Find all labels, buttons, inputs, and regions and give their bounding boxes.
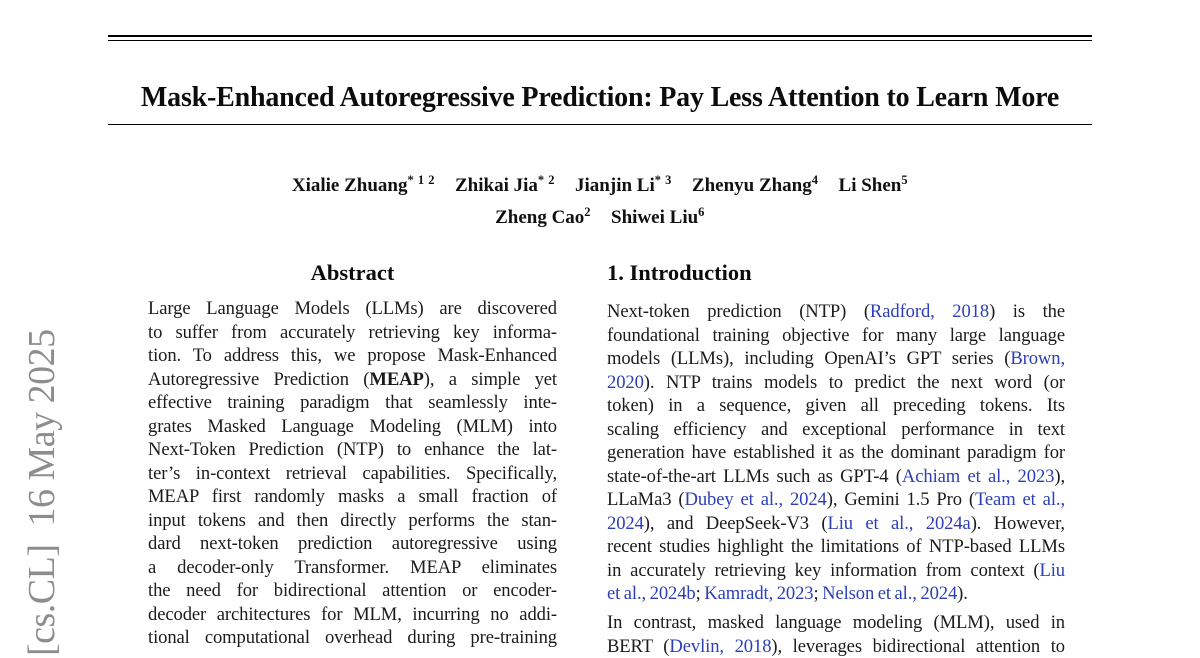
author-name: Zhikai Jia (455, 175, 538, 196)
author-superscript: 4 (812, 173, 819, 187)
text-line (607, 582, 1065, 606)
citation-link[interactable]: 2024 (607, 513, 644, 534)
text-segment: a decoder-only Transformer. MEAP eliminates (148, 557, 557, 578)
text-line (148, 321, 557, 345)
text-line (148, 509, 557, 533)
author (611, 207, 705, 228)
citation-link[interactable]: Liu et al., 2024a (827, 513, 970, 534)
text-line (148, 344, 557, 368)
author-line-2 (108, 199, 1092, 231)
citation-link[interactable]: 2020 (607, 372, 644, 393)
text-segment: generation have established it as the dominant paradigm for (607, 442, 1065, 463)
text-line (607, 300, 1065, 324)
text-segment: ter’s in-context retrieval capabilities. Specifically, (148, 463, 557, 484)
text-line (148, 579, 557, 603)
text-segment: ) is the (989, 301, 1065, 322)
author-name: Zheng Cao (495, 207, 584, 228)
abstract-heading: Abstract (148, 260, 557, 286)
author (839, 175, 909, 196)
citation-link[interactable]: Team et al., (975, 489, 1065, 510)
citation-link[interactable]: et al., 2024b (607, 583, 696, 604)
citation-link[interactable]: Devlin, 2018 (669, 636, 771, 657)
text-segment: the need for bidirectional attention or encoder- (148, 580, 557, 601)
text-line (607, 559, 1065, 583)
author-superscript: * 2 (538, 173, 555, 187)
intro-paragraph-2 (607, 611, 1065, 658)
text-line (148, 415, 557, 439)
text-segment: In contrast, masked language modeling (MLM), used in (607, 612, 1065, 633)
text-segment: LLaMa3 ( (607, 489, 685, 510)
text-segment: ). NTP trains models to predict the next word (or (644, 372, 1065, 393)
text-line (148, 532, 557, 556)
text-line (148, 391, 557, 415)
text-segment: scaling efficiency and exceptional performance in text (607, 419, 1065, 440)
text-line (607, 418, 1065, 442)
abstract-text (148, 297, 557, 650)
author (292, 175, 435, 196)
author-name: Xialie Zhuang (292, 175, 408, 196)
text-line (607, 394, 1065, 418)
text-segment: ). However, (971, 513, 1065, 534)
text-segment: Autoregressive Prediction ( (148, 369, 369, 390)
text-line (607, 371, 1065, 395)
text-segment: ), (1054, 466, 1065, 487)
title-rule-top (108, 35, 1092, 41)
text-segment: ; (696, 583, 705, 604)
author (575, 175, 672, 196)
text-line (607, 488, 1065, 512)
text-segment: Large Language Models (LLMs) are discovered (148, 298, 557, 319)
text-segment: ), a simple yet (424, 369, 557, 390)
text-line (607, 535, 1065, 559)
author (455, 175, 555, 196)
text-segment: recent studies highlight the limitations of NTP-based LLMs (607, 536, 1065, 557)
author (495, 207, 591, 228)
text-segment: Next-Token Prediction (NTP) to enhance the lat- (148, 439, 557, 460)
citation-link[interactable]: Liu (1039, 560, 1065, 581)
text-segment: ), leverages bidirectional attention to (771, 636, 1065, 657)
text-line (607, 441, 1065, 465)
author-superscript: 5 (901, 173, 908, 187)
text-line (607, 635, 1065, 658)
text-line (148, 368, 557, 392)
text-line (148, 626, 557, 650)
text-segment: tional computational overhead during pre-training (148, 627, 557, 648)
author-name: Zhenyu Zhang (692, 175, 812, 196)
author-superscript: * 3 (655, 173, 672, 187)
text-segment: ). (957, 583, 968, 604)
text-line (148, 556, 557, 580)
intro-paragraph-1 (607, 300, 1065, 606)
text-line (607, 324, 1065, 348)
author-name: Jianjin Li (575, 175, 655, 196)
text-line (607, 347, 1065, 371)
text-segment: input tokens and then directly performs the stan- (148, 510, 557, 531)
text-segment: Next-token prediction (NTP) ( (607, 301, 870, 322)
section-heading-introduction: 1. Introduction (607, 260, 1065, 286)
text-segment: BERT ( (607, 636, 669, 657)
text-segment: to suffer from accurately retrieving key informa- (148, 322, 557, 343)
author-line-1 (108, 167, 1092, 199)
citation-link[interactable]: Achiam et al., 2023 (902, 466, 1054, 487)
citation-link[interactable]: Kamradt, 2023 (704, 583, 813, 604)
author-superscript: 6 (698, 205, 705, 219)
text-segment: ), and DeepSeek-V3 ( (644, 513, 828, 534)
bold-text: MEAP (369, 369, 423, 390)
citation-link[interactable]: Radford, 2018 (870, 301, 989, 322)
text-line (607, 465, 1065, 489)
text-segment: MEAP first randomly masks a small fraction of (148, 486, 557, 507)
citation-link[interactable]: Dubey et al., 2024 (685, 489, 827, 510)
text-line (148, 462, 557, 486)
arxiv-watermark: [cs.CL] 16 May 2025 (20, 329, 64, 656)
author-name: Shiwei Liu (611, 207, 698, 228)
text-line (148, 603, 557, 627)
citation-link[interactable]: Nelson et al., 2024 (822, 583, 957, 604)
text-segment: models (LLMs), including OpenAI’s GPT series ( (607, 348, 1010, 369)
author (692, 175, 819, 196)
text-line (607, 512, 1065, 536)
author-name: Li Shen (839, 175, 902, 196)
text-segment: foundational training objective for many large language (607, 325, 1065, 346)
text-segment: dard next-token prediction autoregressive using (148, 533, 557, 554)
text-segment: decoder architectures for MLM, incurring no addi- (148, 604, 557, 625)
text-line (148, 438, 557, 462)
text-line (607, 611, 1065, 635)
author-superscript: 2 (584, 205, 591, 219)
text-line (148, 485, 557, 509)
author-block (108, 167, 1092, 231)
text-segment: state-of-the-art LLMs such as GPT-4 ( (607, 466, 902, 487)
author-superscript: * 1 2 (408, 173, 436, 187)
text-segment: grates Masked Language Modeling (MLM) into (148, 416, 557, 437)
text-segment: ), Gemini 1.5 Pro ( (827, 489, 975, 510)
text-segment: effective training paradigm that seamlessly inte- (148, 392, 557, 413)
title-rule-bottom (108, 124, 1092, 125)
text-segment: tion. To address this, we propose Mask-Enhanced (148, 345, 557, 366)
paper-title: Mask-Enhanced Autoregressive Prediction: Pay Less Attention to Learn More (108, 81, 1092, 115)
text-line (148, 297, 557, 321)
text-segment: in accurately retrieving key information from context ( (607, 560, 1039, 581)
text-segment: ; (814, 583, 823, 604)
text-segment: token) in a sequence, given all preceding tokens. Its (607, 395, 1065, 416)
citation-link[interactable]: Brown, (1010, 348, 1065, 369)
